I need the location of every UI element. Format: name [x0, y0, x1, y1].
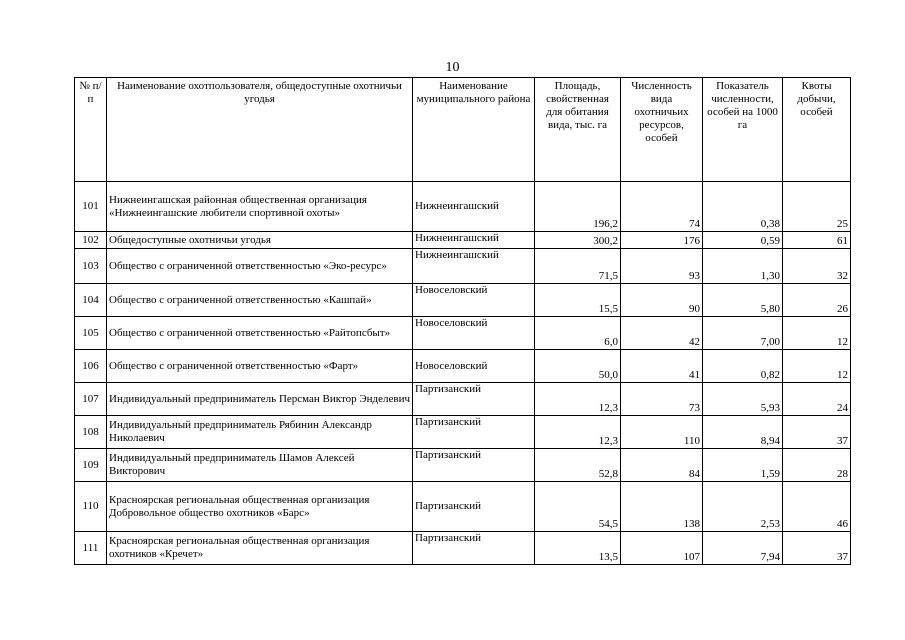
cell-count: 42	[621, 317, 703, 350]
cell-quota: 37	[783, 532, 851, 565]
cell-district: Партизанский	[413, 532, 535, 565]
cell-district: Новоселовский	[413, 284, 535, 317]
cell-count: 176	[621, 232, 703, 249]
cell-count: 84	[621, 449, 703, 482]
table-row	[75, 182, 851, 232]
cell-area: 50,0	[535, 350, 621, 383]
cell-district: Нижнеингашский	[413, 182, 535, 232]
table-row	[75, 249, 851, 284]
cell-density: 2,53	[703, 482, 783, 532]
cell-no: 101	[75, 182, 107, 232]
cell-no: 107	[75, 383, 107, 416]
cell-district: Партизанский	[413, 383, 535, 416]
table-row	[75, 284, 851, 317]
cell-count: 138	[621, 482, 703, 532]
cell-area: 6,0	[535, 317, 621, 350]
cell-district: Партизанский	[413, 449, 535, 482]
cell-name: Индивидуальный предприниматель Рябинин Александр Николаевич	[107, 416, 413, 449]
cell-density: 1,30	[703, 249, 783, 284]
header-district: Наименование муниципального района	[413, 78, 535, 182]
cell-name: Общество с ограниченной ответственностью «Райтопсбыт»	[107, 317, 413, 350]
cell-no: 111	[75, 532, 107, 565]
cell-quota: 25	[783, 182, 851, 232]
cell-quota: 24	[783, 383, 851, 416]
cell-name: Общество с ограниченной ответственностью «Эко-ресурс»	[107, 249, 413, 284]
cell-count: 74	[621, 182, 703, 232]
table-row	[75, 350, 851, 383]
cell-area: 15,5	[535, 284, 621, 317]
cell-density: 0,38	[703, 182, 783, 232]
cell-count: 90	[621, 284, 703, 317]
cell-quota: 37	[783, 416, 851, 449]
table-row	[75, 416, 851, 449]
header-area: Площадь, свойственная для обитания вида, тыс. га	[535, 78, 621, 182]
cell-count: 110	[621, 416, 703, 449]
header-density: Показатель численности, особей на 1000 га	[703, 78, 783, 182]
cell-density: 5,80	[703, 284, 783, 317]
cell-area: 12,3	[535, 383, 621, 416]
cell-quota: 61	[783, 232, 851, 249]
cell-name: Нижнеингашская районная общественная организация «Нижнеингашские любители спортивной охоты»	[107, 182, 413, 232]
table-row	[75, 449, 851, 482]
cell-name: Общество с ограниченной ответственностью «Кашпай»	[107, 284, 413, 317]
cell-area: 196,2	[535, 182, 621, 232]
table-header-row	[75, 78, 851, 182]
cell-quota: 46	[783, 482, 851, 532]
table-row	[75, 383, 851, 416]
cell-density: 5,93	[703, 383, 783, 416]
cell-no: 104	[75, 284, 107, 317]
cell-name: Красноярская региональная общественная организация Добровольное общество охотников «Барс»	[107, 482, 413, 532]
cell-district: Новоселовский	[413, 350, 535, 383]
header-count: Численность вида охотничьих ресурсов, особей	[621, 78, 703, 182]
table-row	[75, 532, 851, 565]
header-no: № п/п	[75, 78, 107, 182]
cell-quota: 12	[783, 350, 851, 383]
cell-district: Партизанский	[413, 416, 535, 449]
cell-quota: 32	[783, 249, 851, 284]
cell-name: Индивидуальный предприниматель Шамов Алексей Викторович	[107, 449, 413, 482]
cell-district: Нижнеингашский	[413, 232, 535, 249]
cell-district: Нижнеингашский	[413, 249, 535, 284]
cell-count: 41	[621, 350, 703, 383]
cell-no: 103	[75, 249, 107, 284]
cell-density: 0,82	[703, 350, 783, 383]
cell-density: 0,59	[703, 232, 783, 249]
cell-quota: 28	[783, 449, 851, 482]
cell-area: 13,5	[535, 532, 621, 565]
cell-district: Новоселовский	[413, 317, 535, 350]
cell-no: 110	[75, 482, 107, 532]
cell-count: 107	[621, 532, 703, 565]
cell-area: 71,5	[535, 249, 621, 284]
cell-quota: 12	[783, 317, 851, 350]
cell-no: 108	[75, 416, 107, 449]
cell-area: 54,5	[535, 482, 621, 532]
cell-density: 8,94	[703, 416, 783, 449]
cell-count: 93	[621, 249, 703, 284]
cell-area: 12,3	[535, 416, 621, 449]
cell-no: 105	[75, 317, 107, 350]
cell-area: 52,8	[535, 449, 621, 482]
cell-name: Красноярская региональная общественная организация охотников «Кречет»	[107, 532, 413, 565]
cell-density: 7,00	[703, 317, 783, 350]
cell-area: 300,2	[535, 232, 621, 249]
cell-quota: 26	[783, 284, 851, 317]
cell-district: Партизанский	[413, 482, 535, 532]
cell-name: Общество с ограниченной ответственностью «Фарт»	[107, 350, 413, 383]
cell-name: Индивидуальный предприниматель Персман Виктор Энделевич	[107, 383, 413, 416]
cell-no: 109	[75, 449, 107, 482]
table-row	[75, 317, 851, 350]
cell-density: 1,59	[703, 449, 783, 482]
header-quota: Квоты добычи, особей	[783, 78, 851, 182]
page-number: 10	[445, 60, 460, 75]
cell-count: 73	[621, 383, 703, 416]
cell-name: Общедоступные охотничьи угодья	[107, 232, 413, 249]
header-name: Наименование охотпользователя, общедоступные охотничьи угодья	[107, 78, 413, 182]
cell-density: 7,94	[703, 532, 783, 565]
table-row	[75, 232, 851, 249]
hunting-quota-table	[74, 77, 851, 565]
cell-no: 102	[75, 232, 107, 249]
cell-no: 106	[75, 350, 107, 383]
table-row	[75, 482, 851, 532]
